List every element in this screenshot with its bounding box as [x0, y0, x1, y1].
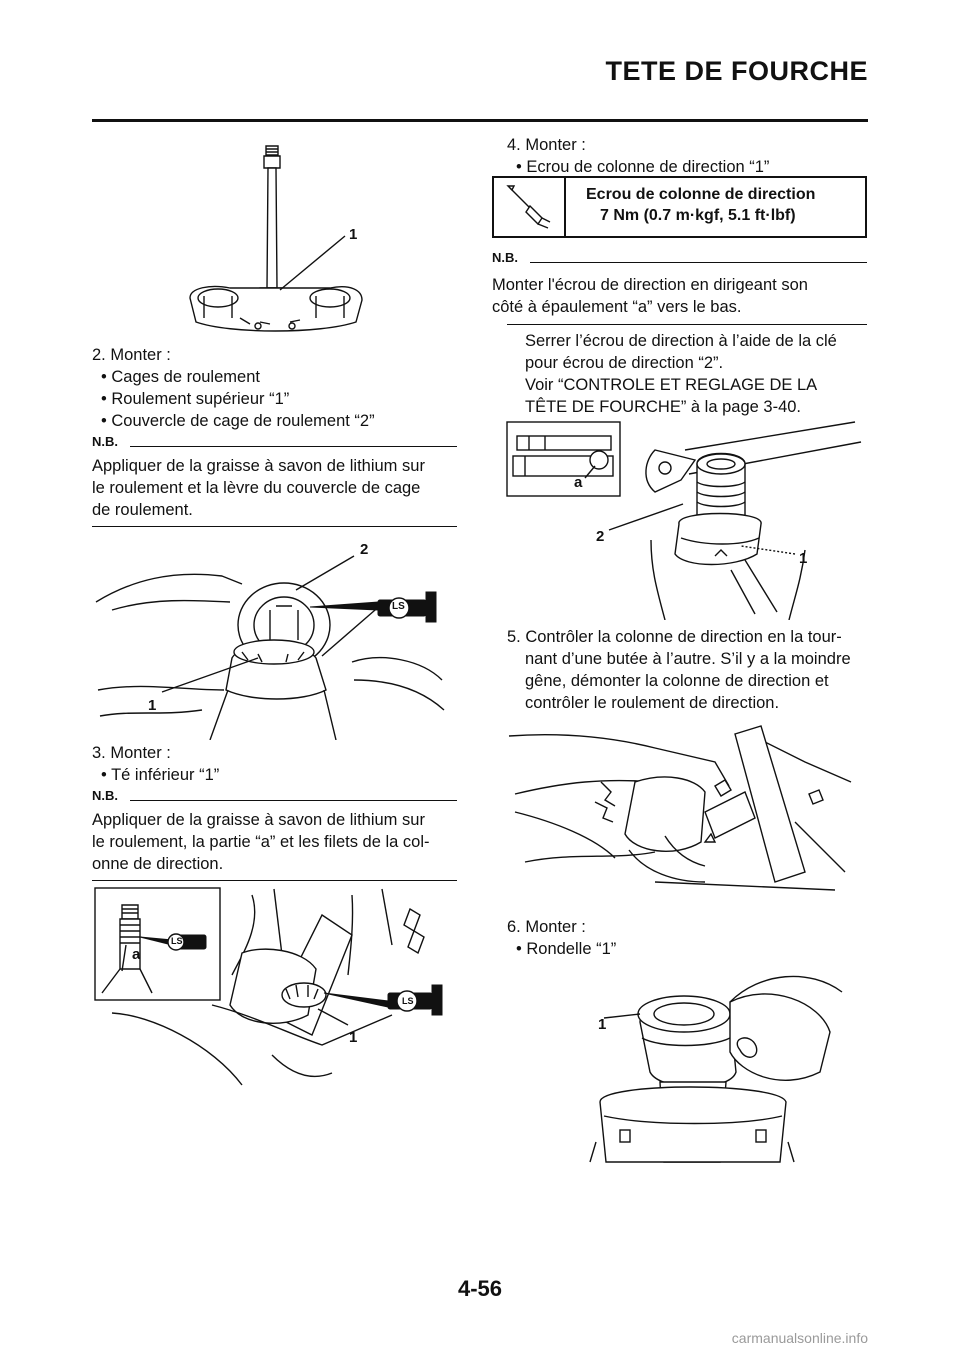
lower-bracket-install-figure — [92, 885, 457, 1095]
callout-a: a — [574, 474, 583, 491]
step-3-heading: 3. Monter : — [92, 744, 171, 762]
callout-2: 2 — [360, 541, 369, 558]
steering-nut-wrench-figure — [505, 420, 865, 620]
step-5-line-3: gêne, démonter la colonne de direction et — [525, 672, 829, 690]
step-4-instruction-line-3: Voir “CONTROLE ET REGLAGE DE LA — [525, 376, 818, 394]
step-6-heading: 6. Monter : — [507, 918, 586, 936]
spec-title: Ecrou de colonne de direction — [586, 186, 816, 203]
step-2-nb-rule — [130, 446, 457, 447]
step-3-note-line-1: Appliquer de la graisse à savon de lithium sur — [92, 811, 425, 829]
step-2-bullet-1: • Cages de roulement — [101, 368, 260, 386]
step-2-bullet-3: • Couvercle de cage de roulement “2” — [101, 412, 375, 430]
spec-value: 7 Nm (0.7 m·kgf, 5.1 ft·lbf) — [600, 207, 796, 224]
step-4-heading: 4. Monter : — [507, 136, 586, 154]
step-2-bullet-2: • Roulement supérieur “1” — [101, 390, 290, 408]
step-2-heading: 2. Monter : — [92, 346, 171, 364]
grease-ls-label: LS — [392, 601, 405, 612]
callout-1: 1 — [799, 550, 808, 567]
grease-ls-label: LS — [402, 996, 414, 1006]
step-4-instruction-line-2: pour écrou de direction “2”. — [525, 354, 724, 372]
step-4-note-end-rule — [507, 324, 867, 325]
step-5-line-1: 5. Contrôler la colonne de direction en la tour- — [507, 628, 842, 646]
watermark: carmanualsonline.info — [731, 1330, 868, 1346]
step-4-nb-rule — [530, 262, 867, 263]
step-2-note-line-3: de roulement. — [92, 501, 193, 519]
step-2-note-line-2: le roulement et la lèvre du couvercle de cage — [92, 479, 421, 497]
spec-divider — [564, 178, 566, 236]
step-3-note-end-rule — [92, 880, 457, 881]
callout-1: 1 — [148, 697, 157, 714]
callout-2: 2 — [596, 528, 605, 545]
step-4-nb-label: N.B. — [492, 250, 518, 265]
page-number: 4-56 — [457, 1276, 503, 1301]
step-2-note-end-rule — [92, 526, 457, 527]
header-rule — [92, 119, 868, 122]
callout-1: 1 — [598, 1016, 607, 1033]
steering-stem-figure — [180, 138, 370, 348]
bearing-grease-figure — [92, 540, 452, 740]
step-5-line-4: contrôler le roulement de direction. — [525, 694, 780, 712]
step-4-note-line-2: côté à épaulement “a” vers le bas. — [492, 298, 742, 316]
page-title: TETE DE FOURCHE — [605, 56, 868, 86]
step-4-bullet-1: • Ecrou de colonne de direction “1” — [516, 158, 770, 176]
step-4-note-line-1: Monter l'écrou de direction en dirigeant son — [492, 276, 808, 294]
torque-spec-box — [492, 176, 867, 238]
callout-a: a — [132, 946, 141, 963]
torque-wrench-icon — [504, 184, 554, 232]
grease-ls-label-inset: LS — [171, 936, 183, 946]
step-3-bullet-1: • Té inférieur “1” — [101, 766, 220, 784]
step-3-nb-rule — [130, 800, 457, 801]
step-3-nb-label: N.B. — [92, 788, 118, 803]
step-3-note-line-3: onne de direction. — [92, 855, 224, 873]
step-4-instruction-line-1: Serrer l’écrou de direction à l’aide de la clé — [525, 332, 837, 350]
steering-check-figure — [505, 722, 865, 892]
callout-1: 1 — [349, 226, 358, 243]
step-6-bullet-1: • Rondelle “1” — [516, 940, 617, 958]
step-2-note-line-1: Appliquer de la graisse à savon de lithium sur — [92, 457, 425, 475]
step-5-line-2: nant d’une butée à l’autre. S’il y a la moindre — [525, 650, 851, 668]
callout-1: 1 — [349, 1029, 358, 1046]
washer-install-figure — [580, 962, 850, 1172]
step-2-nb-label: N.B. — [92, 434, 118, 449]
step-4-instruction-line-4: TÊTE DE FOURCHE” à la page 3-40. — [525, 398, 802, 416]
step-3-note-line-2: le roulement, la partie “a” et les filets de la col- — [92, 833, 430, 851]
